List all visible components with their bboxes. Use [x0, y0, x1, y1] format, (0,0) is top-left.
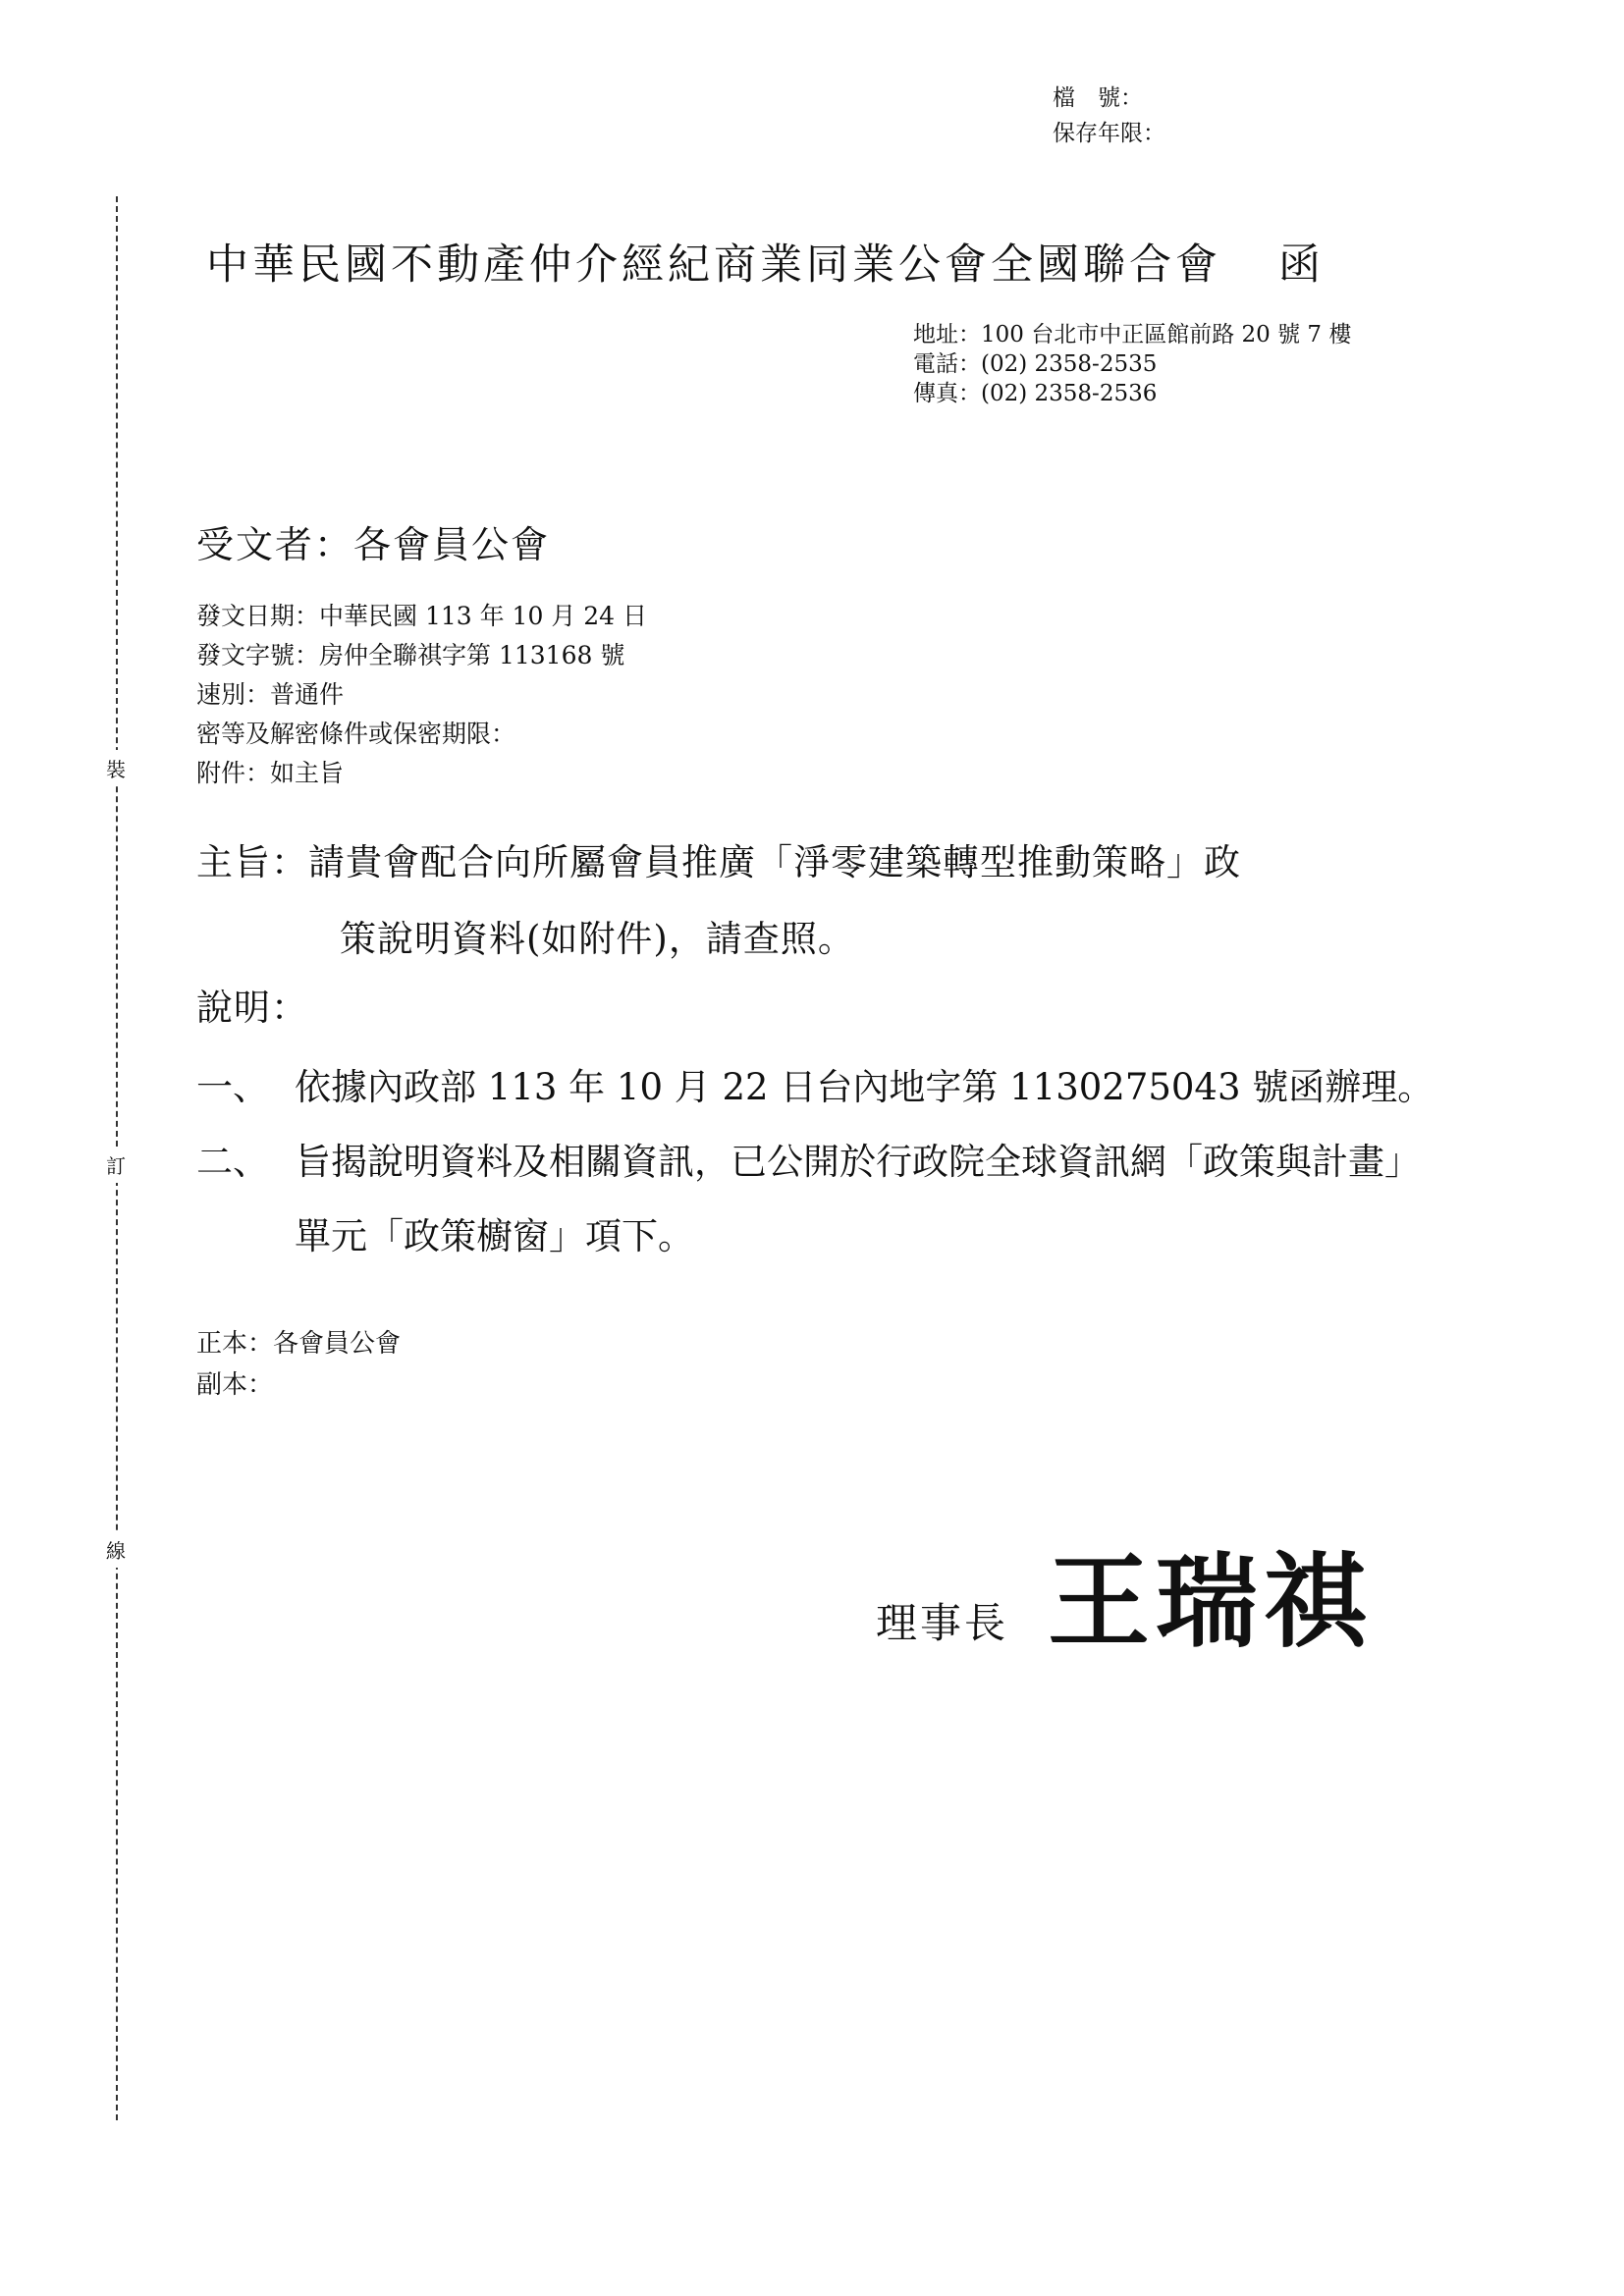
- subject: [196, 825, 1443, 978]
- document-title: [206, 232, 1325, 292]
- original-copy: 正本：各會員公會: [196, 1329, 402, 1359]
- recipient: 受文者：各會員公會: [196, 523, 551, 566]
- phone-line: 電話：(02) 2358-2535: [913, 351, 1158, 377]
- document-meta: [196, 597, 647, 793]
- signature-block: [876, 1520, 1372, 1667]
- list-item: [196, 1050, 1453, 1125]
- item-number: 二、: [196, 1141, 269, 1183]
- copies-block: [196, 1323, 401, 1406]
- subject-line-2: 策說明資料(如附件)，請查照。: [340, 918, 855, 960]
- binding-char-ding: 訂: [102, 1147, 130, 1183]
- issue-date: 發文日期：中華民國 113 年 10 月 24 日: [196, 602, 648, 630]
- duplicate-copy: 副本：: [196, 1370, 274, 1400]
- attachment: 附件：如主旨: [196, 759, 345, 787]
- signer-name: 王瑞祺: [1048, 1542, 1373, 1662]
- subject-line-1: 主旨：請貴會配合向所屬會員推廣「淨零建築轉型推動策略」政: [196, 841, 1241, 883]
- file-number-label: 檔 號：: [1053, 85, 1143, 111]
- list-item: [196, 1125, 1453, 1274]
- retention-label: 保存年限：: [1053, 121, 1165, 146]
- binding-char-zhuang: 裝: [102, 750, 130, 786]
- item-text: 依據內政部 113 年 10 月 22 日台內地字第 1130275043 號函辦理。: [295, 1066, 1435, 1108]
- item-text: 旨揭說明資料及相關資訊，已公開於行政院全球資訊網「政策與計畫」單元「政策櫥窗」項下。: [295, 1141, 1421, 1257]
- speed-class: 速別：普通件: [196, 680, 345, 709]
- document-type: 函: [1278, 240, 1325, 290]
- binding-char-xian: 線: [102, 1531, 130, 1568]
- file-number-row: [1053, 80, 1165, 116]
- file-info: [1053, 80, 1165, 151]
- signer-title: 理事長: [876, 1599, 1009, 1647]
- explanation-list: [196, 1050, 1453, 1274]
- fax-line: 傳真：(02) 2358-2536: [913, 381, 1158, 406]
- document-number: 發文字號：房仲全聯祺字第 113168 號: [196, 641, 625, 669]
- organization-name: 中華民國不動產仲介經紀商業同業公會全國聯合會: [206, 240, 1221, 290]
- contact-block: [913, 320, 1351, 408]
- secrecy-level: 密等及解密條件或保密期限：: [196, 720, 516, 748]
- explanation-heading: 說明：: [196, 987, 308, 1029]
- item-number: 一、: [196, 1066, 269, 1108]
- retention-row: [1053, 116, 1165, 151]
- address-line: 地址：100 台北市中正區館前路 20 號 7 樓: [913, 322, 1352, 347]
